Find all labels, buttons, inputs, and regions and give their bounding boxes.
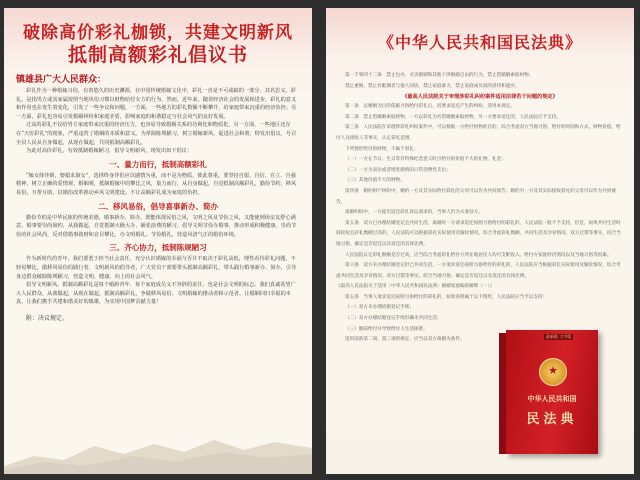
right-poster-civil-code: [326, 8, 634, 474]
proposal-title-line2: 抵制高额彩礼倡议书: [67, 44, 248, 66]
law-article: 离婚纠纷中，一方提出返还彩礼诉讼请求的，当事人仍为夫妻双方。: [345, 210, 483, 216]
national-emblem-icon: [539, 358, 567, 386]
proposal-footer-note: 附：决议规定。: [26, 314, 69, 322]
law-article: （一）双方未办理结婚登记手续；: [345, 305, 414, 311]
law-article: 第一条 以婚姻为目的依据习俗给付彩礼后，因要求返还产生的纠纷，适用本规定。: [345, 104, 515, 110]
law-article: 下列情形给付的财物，不属于彩礼：: [345, 146, 419, 152]
proposal-closing-paragraph: 倡导文明新风，抵制高额彩礼是每个婚龄青年、每个家庭成员义不容辞的责任，也是社会文明的标志。我们真诚希望广大人民群众，从我做起，从现在做起，抵制高额彩礼，争做移风易俗、文明婚嫁的推动者和示范者，让婚姻回归幸福的本真，让我们携手共建和谐美好的镇雄，为实现中国梦贡献力量！: [16, 282, 296, 306]
law-article: 第五条 双方已办理结婚登记且共同生活，离婚时一方请求返还按照习俗给付的彩礼的，人民法院一般不予支持，但是，如果共同生活时间较短且彩礼数额过高的，人民法院可以根据彩礼实际使用及嫁妆情况，综合考虑彩礼数额、共同生活及孕育情况、双方过错等事实，结合当地习俗，确定是否返还以及返还的具体比例。: [336, 220, 621, 247]
law-article: 《最高人民法院关于适用〈中华人民共和国民法典〉婚姻家庭编的解释（一）》: [336, 284, 495, 290]
law-article: （三）其他价值不大的财物。: [345, 178, 405, 184]
book-title-line1: 中华人民共和国: [527, 394, 577, 403]
left-poster-proposal: [4, 8, 312, 474]
law-article: 适用前款第二项、第三项的规定，应当以双方离婚为条件。: [345, 337, 465, 343]
proposal-section-body: 勤俭节约是中华民族的传统美德，婚事新办、简办，既能体现民俗之风，文明之风及节俭之风，又能使到场亲友舒心满意。婚事要崇尚简约，从我做起，自觉抵制大操大办、铺张浪费的陋习，倡导文明节俭办婚事，推动形成积极健康、崇尚节俭的社会风尚，反对借婚事敛财和盲目攀比，办文明婚礼、节俭婚礼，营造风清气正的婚俗环境。: [16, 214, 297, 238]
proposal-intro-paragraph: 彩礼作为一种婚嫁习俗，有着悠久的历史渊源，在中国传统婚嫁文化中，彩礼一直是不可或缺的一部分，其名思义，彩礼，是指男方或其家属按照当地风俗习惯以财物给付女方的行为，然而，近年来，随着经济社会的发展和进步，彩礼的意义和作用也在发生着变化，引发了一些争议和问题，一方面，一些地方的彩礼数额不断攀升，给家庭带来沉重的经济负担；另一方面，彩礼也容易引发婚姻纠纷和家庭矛盾，影响家庭的和谐稳定与社会风气的良好发展。: [16, 88, 297, 120]
proposal-section-body: 作为新时代的青年，我们要勇于担当社会责任，充分认识婚嫁的幸福与否并不取决于彩礼高低，理性看待彩礼问题，不轻易攀比，做移风易俗的践行者、文明新风的倡导者，广大党员干部要带头抵制高额彩礼，带头践行婚事新办、简办，引导身边群众破除陈规陋习，营造文明、健康、向上的社会风气。: [16, 256, 297, 280]
proposal-section-heading: 一、量力而行，抵制高额彩礼: [109, 159, 207, 169]
law-article: （二）双方办理结婚登记手续但确未共同生活；: [345, 316, 442, 322]
law-paragraph: 第一千零四十二条 禁止包办、买卖婚姻和其他干涉婚姻自由的行为，禁止借婚姻索取财物。: [345, 73, 534, 78]
proposal-title-line1: 破除高价彩礼枷锁，共建文明新风: [23, 23, 293, 43]
book-spine: [499, 333, 506, 454]
law-article: （二）一方为表达或者增进感情的日常消费性支出；: [345, 167, 451, 173]
civil-code-title: 《中华人民共和国民法典》: [377, 33, 582, 52]
proposal-section-heading: 三、齐心协力，抵制陈规陋习: [109, 243, 207, 253]
law-paragraph: 禁止重婚，禁止有配偶者与他人同居。禁止家庭暴力，禁止家庭成员间的虐待和遗弃。: [345, 83, 520, 89]
proposal-intro-paragraph: 过高的彩礼不仅给男方家庭带来沉重的经济压力，也容易导致婚姻关系的功利化和物质化，另一方面，一些地区还存在“天价彩礼”的现象，严重违背了婚姻的本质和意义。为革除陈规陋习，树立婚嫁新风，促进社会和谐，特发出倡议，号召全县人民从自身做起，从现在做起，共同抵制高额彩礼。: [16, 122, 297, 146]
law-article: 人民法院认定彩礼数额是否过高，应当综合考虑彩礼给付方所在地居民人均可支配收入、给付方家庭经济情况以及当地习俗等因素。: [345, 252, 612, 258]
law-article: 第五条 当事人请求返还按照习俗给付的彩礼的，如果查明属于以下情形，人民法院应当予以支持：: [345, 294, 548, 300]
civil-code-book-cover: [506, 330, 598, 454]
great-wall-decoration: [4, 426, 312, 474]
law-article: （三）婚前给付并导致给付人生活困难。: [345, 326, 428, 332]
proposal-section-body: “嫁女择佳婿，娶媳求淑女”，选择终身伴侣应以感情为重，而不是为物质，彼此尊重，要坚持自愿、自信、自立、自强精神，树立正确的爱情观、婚姻观，抵制婚嫁中的攀比之风，量力而行，从自身做起，自觉抵制高额彩礼，勤俭节约，移风易俗，互帮互助，以婚俗改革推动乡风文明建设，不让高额彩礼成为家庭的负担。: [16, 172, 297, 196]
law-article: 第二条 禁止借婚姻索取财物，一方以彩礼为名借婚姻索取财物，另一方要求返还的，人民法院应予支持。: [345, 114, 561, 120]
law-article: 第四条 婚约财产纠纷中，婚约一方及其实际给付彩礼的父母可以作为共同原告；婚约另一方及其实际接收彩礼的父母可以作为共同被告。: [336, 188, 617, 205]
proposal-intro-paragraph: 为此对高价彩礼，有效抵制婚嫁陋习，倡导文明新风，现发出如下倡议：: [26, 148, 193, 155]
proposal-salutation: 镇雄县广大人民群众：: [16, 75, 107, 85]
law-article: （一）一方在节日、生日等有特殊纪念意义时点给付的价值不大的礼物、礼金；: [345, 157, 506, 163]
law-article: 第三条 人民法院在审理涉彩礼纠纷案件中，可以根据一方给付财物的目的，综合考虑双方当地习俗、给付的时间和方式、财物价值、给付人及接收人等事实，认定彩礼范围。: [336, 125, 621, 141]
law-article: 第六条 双方未办理结婚登记但已共同生活，一方请求返还按照习俗给付的彩礼的，人民法院应当根据彩礼实际使用及嫁妆情况，综合考虑共同生活及孕育情况、双方过错等事实，结合当地习俗，确定是否返还以及返还的具体比例。: [336, 263, 621, 279]
proposal-section-heading: 二、移风易俗，倡导喜事新办、简办: [98, 201, 218, 211]
book-title-line2: 民法典: [526, 412, 578, 427]
book-edition-tag: 最新版 大字版: [546, 334, 572, 339]
law-subtitle: 《最高人民法院关于审理涉彩礼纠纷案件适用法律若干问题的规定》: [402, 94, 558, 101]
